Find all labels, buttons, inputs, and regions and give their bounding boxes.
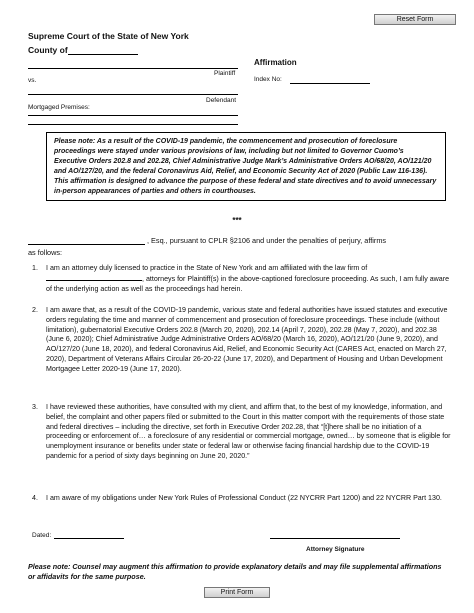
county-label: County of bbox=[28, 45, 68, 55]
court-name: Supreme Court of the State of New York bbox=[28, 31, 189, 41]
paragraph-text: I have reviewed these authorities, have consulted with my client, and affirm that, to the best of my knowledge, information, and belief, the complaint and other papers filed or submitted to the Court in this matter comport with the requirements of those state and federal directives – including the directive, set forth in Executive Order 202.28, that “[t]here shall be no initiation of a proceeding or enforcement of… a foreclosure of any residential or commercial mortgage, owned… by someone that is eligible for unemployment insurance or benefits under state or federal law or otherwise facing financial hardship due to the COVID-19 pandemic for a period of sixty days beginning on June 20, 2020.” bbox=[46, 403, 451, 460]
paragraph-number: 1. bbox=[32, 264, 38, 272]
defendant-label: Defendant bbox=[206, 97, 236, 104]
paragraph-text-end: , attorneys for Plaintiff(s) in the above-captioned foreclosure proceeding. As such, I am fully aware of the underlying action as well as the proceedings had herein. bbox=[46, 274, 450, 293]
covid-notice: Please note: As a result of the COVID-19 pandemic, the commencement and prosecution of foreclosure proceedings were stayed under various provisions of law, including but not limited to Governor Cuomo’s Executive Orders 202.8 and 202.28, Chief Administrative Judge Mark’s Administrative Orders AO/68/20, AO/121/20 and AO/127/20, and the federal Coronavirus Aid, Relief, and Economic Security Act of 2020 (Public Law 116-136). This affirmation is designed to advance the purpose of these federal and state directives and to avoid unnecessary in-person appearances of parties and others in courthouses. bbox=[46, 132, 446, 201]
dated-label: Dated: bbox=[32, 532, 52, 539]
separator: *** bbox=[232, 216, 242, 225]
county-field[interactable] bbox=[68, 54, 138, 55]
paragraph-4 bbox=[32, 494, 452, 504]
plaintiff-label: Plaintiff bbox=[214, 70, 236, 77]
print-form-button[interactable]: Print Form bbox=[204, 587, 270, 598]
paragraph-3 bbox=[32, 403, 452, 462]
defendant-field[interactable] bbox=[28, 94, 238, 95]
paragraph-number: 4. bbox=[32, 494, 38, 502]
premises-label: Mortgaged Premises: bbox=[28, 104, 90, 111]
vs-label: vs. bbox=[28, 77, 37, 84]
paragraph-text bbox=[46, 264, 452, 294]
paragraph-text: I am aware of my obligations under New York Rules of Professional Conduct (22 NYCRR Part 1200) and 22 NYCRR Part 130. bbox=[46, 494, 442, 502]
premises-field-2[interactable] bbox=[28, 124, 238, 125]
affirmation-title: Affirmation bbox=[254, 58, 297, 67]
plaintiff-field[interactable] bbox=[28, 68, 238, 69]
paragraph-text-start: I am an attorney duly licensed to practice in the State of New York and am affiliated with the law firm of bbox=[46, 264, 368, 272]
paragraph-2 bbox=[32, 306, 452, 375]
signature-label: Attorney Signature bbox=[306, 546, 365, 553]
index-number-field[interactable] bbox=[290, 83, 370, 84]
signature-field[interactable] bbox=[270, 538, 400, 539]
paragraph-1 bbox=[32, 264, 452, 294]
index-label: Index No: bbox=[254, 76, 282, 83]
paragraph-text: I am aware that, as a result of the COVID-19 pandemic, various state and federal authorities have issued statutes and executive orders regulating the time and manner of commencement and prosecution of foreclosure proceedings. These include (without limitation), gubernatorial Executive Orders 202.8 (March 20, 2020), 202.14 (April 7, 2020), 202.28 (May 7, 2020), and 202.38 (June 6, 2020); Chief Administrative Judge Administrative Orders AO/68/20 (March 16, 2020), AO/121/20 (June 9, 2020), and AO/127/20 (June 18, 2020), and federal Coronavirus Aid, Relief, and Economic Security Act (CARES Act, enacted on March 27, 2020), Department of Veterans Affairs Circular 26-20-22 (June 17, 2020), and Department of Housing and Urban Development Mortgagee Letter 2020-19 (June 17, 2020). bbox=[46, 306, 448, 373]
premises-field[interactable] bbox=[28, 115, 238, 116]
law-firm-field[interactable] bbox=[46, 274, 142, 281]
attorney-name-field[interactable] bbox=[28, 244, 145, 245]
paragraph-number: 2. bbox=[32, 306, 38, 314]
reset-form-button[interactable]: Reset Form bbox=[374, 14, 456, 25]
intro-text: , Esq., pursuant to CPLR §2106 and under the penalties of perjury, affirms bbox=[147, 236, 387, 245]
paragraph-number: 3. bbox=[32, 403, 38, 411]
date-field[interactable] bbox=[54, 538, 124, 539]
intro-tail: as follows: bbox=[28, 248, 63, 257]
footnote: Please note: Counsel may augment this affirmation to provide explanatory details and may file supplemental affirmations or affidavits for the same purpose. bbox=[28, 562, 442, 581]
